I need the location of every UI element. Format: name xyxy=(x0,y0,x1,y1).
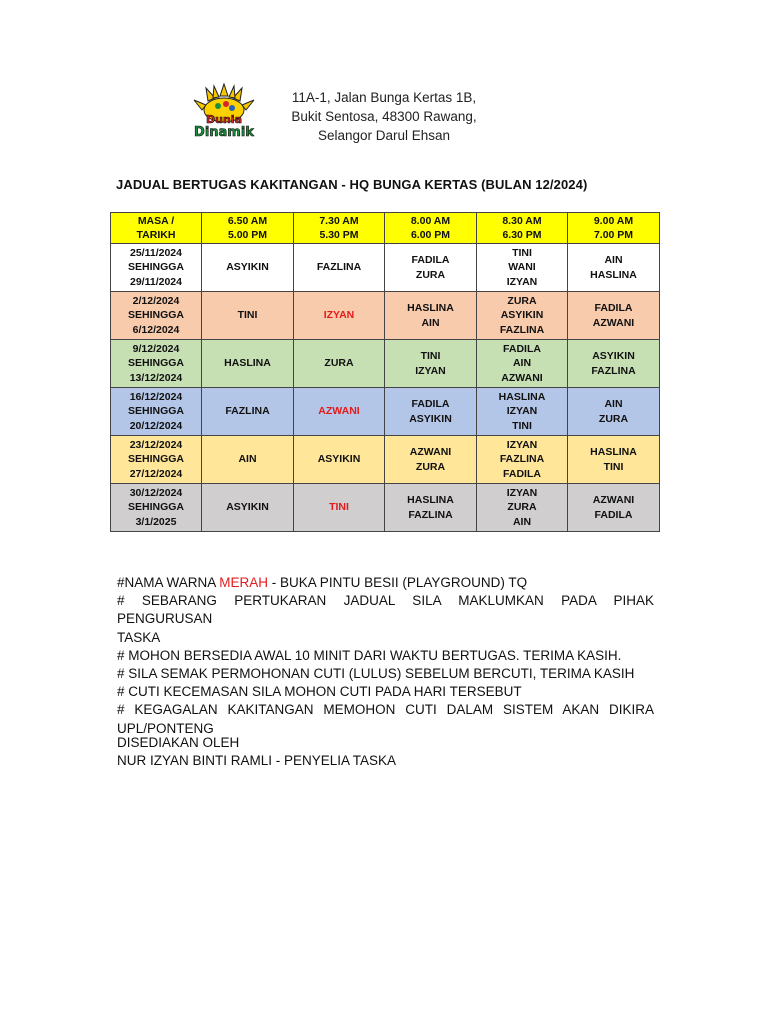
date-cell xyxy=(111,388,202,436)
staff-name-red: IZYAN xyxy=(323,309,355,322)
header-line: 7.00 PM xyxy=(593,229,634,241)
staff-name: FADILA xyxy=(411,254,450,266)
table-row xyxy=(111,436,660,484)
date-cell xyxy=(111,484,202,532)
staff-name-red: AZWANI xyxy=(318,405,360,418)
staff-name: ASYIKIN xyxy=(226,261,269,274)
shift-cell xyxy=(385,388,477,436)
shift-cell xyxy=(568,388,660,436)
header-line: 5.00 PM xyxy=(227,229,268,241)
note-emergency-leave: # CUTI KECEMASAN SILA MOHON CUTI PADA HARI TERSEBUT xyxy=(117,684,522,700)
staff-name: FAZLINA xyxy=(591,364,636,377)
header-line: 5.30 PM xyxy=(319,229,359,241)
prepared-by-section xyxy=(117,734,396,770)
date-cell xyxy=(111,340,202,388)
staff-name: IZYAN xyxy=(506,405,538,418)
staff-name: FADILA xyxy=(594,302,633,314)
staff-name: FADILA xyxy=(594,508,633,521)
shift-cell xyxy=(294,340,385,388)
shift-cell xyxy=(202,484,294,532)
header-line: 6.50 AM xyxy=(227,214,268,227)
staff-name: IZYAN xyxy=(506,275,538,288)
table-header-row xyxy=(111,213,660,244)
header-line: 7.30 AM xyxy=(319,214,359,227)
shift-cell xyxy=(202,244,294,292)
prepared-by-label: DISEDIAKAN OLEH xyxy=(117,735,240,750)
header-line: MASA / xyxy=(137,214,175,227)
staff-name: AIN xyxy=(604,254,623,266)
note-failure-line-1: # KEGAGALAN KAKITANGAN MEMOHON CUTI DALAM SISTEM AKAN DIKIRA xyxy=(117,702,654,718)
staff-name: ZURA xyxy=(415,460,446,473)
staff-name: FAZLINA xyxy=(499,453,545,466)
sun-logo-icon xyxy=(188,82,260,140)
address-line-2: Bukit Sentosa, 48300 Rawang, xyxy=(291,109,477,124)
staff-name: FAZLINA xyxy=(316,261,362,274)
staff-name: WANI xyxy=(508,261,536,274)
note-red-names xyxy=(117,574,654,592)
staff-name: AIN xyxy=(238,453,257,466)
date-line: 30/12/2024 xyxy=(129,486,183,499)
header-shift-1 xyxy=(202,213,294,244)
date-line: 13/12/2024 xyxy=(129,371,183,384)
header-shift-3 xyxy=(385,213,477,244)
staff-name: AIN xyxy=(421,316,440,329)
header-line: 6.30 PM xyxy=(502,229,542,241)
shift-cell xyxy=(202,436,294,484)
shift-cell xyxy=(477,388,568,436)
document-title: JADUAL BERTUGAS KAKITANGAN - HQ BUNGA KERTAS (BULAN 12/2024) xyxy=(116,177,588,192)
staff-name: FAZLINA xyxy=(408,508,453,521)
staff-name: TINI xyxy=(237,309,258,322)
address-block xyxy=(270,88,498,145)
date-line: 25/11/2024 xyxy=(130,246,182,259)
note-text: #NAMA WARNA xyxy=(117,575,220,590)
staff-name: AZWANI xyxy=(501,371,543,384)
staff-name: AZWANI xyxy=(592,316,635,329)
staff-name: ASYIKIN xyxy=(592,350,635,362)
staff-name: AIN xyxy=(512,515,532,528)
address-line-3: Selangor Darul Ehsan xyxy=(317,128,451,143)
header-line: 6.00 PM xyxy=(410,229,451,241)
note-red-word: MERAH xyxy=(219,575,269,590)
staff-name: IZYAN xyxy=(506,438,538,451)
date-line: SEHINGGA xyxy=(127,453,184,466)
table-row xyxy=(111,340,660,388)
date-line: SEHINGGA xyxy=(127,261,184,274)
table-row xyxy=(111,484,660,532)
shift-cell xyxy=(385,244,477,292)
note-failure-line-2: UPL/PONTENG xyxy=(117,720,214,736)
staff-name: HASLINA xyxy=(590,446,637,458)
dunia-dinamik-logo xyxy=(188,82,260,140)
header-line: 8.00 AM xyxy=(410,214,451,227)
staff-name: TINI xyxy=(512,246,532,259)
prepared-by-name: NUR IZYAN BINTI RAMLI - PENYELIA TASKA xyxy=(117,753,397,769)
staff-name: HASLINA xyxy=(224,357,271,370)
staff-name: AIN xyxy=(512,357,532,370)
duty-roster-table xyxy=(110,212,660,532)
shift-cell xyxy=(477,436,568,484)
shift-cell xyxy=(477,244,568,292)
shift-cell xyxy=(294,436,385,484)
svg-text:Dunia: Dunia xyxy=(206,113,242,126)
date-line: SEHINGGA xyxy=(127,309,184,322)
staff-name: HASLINA xyxy=(498,390,546,403)
staff-name: TINI xyxy=(603,460,624,473)
date-line: 20/12/2024 xyxy=(129,419,183,432)
shift-cell xyxy=(202,292,294,340)
note-schedule-change-line-1: # SEBARANG PERTUKARAN JADUAL SILA MAKLUMKAN PADA PIHAK PENGURUSAN xyxy=(117,593,654,627)
shift-cell xyxy=(477,484,568,532)
staff-name: HASLINA xyxy=(590,268,637,281)
shift-cell xyxy=(385,292,477,340)
date-line: 23/12/2024 xyxy=(129,438,183,451)
staff-name: AZWANI xyxy=(592,494,635,506)
svg-text:Dinamik: Dinamik xyxy=(194,125,254,140)
shift-cell xyxy=(385,340,477,388)
staff-name: TINI xyxy=(512,419,532,432)
date-line: 9/12/2024 xyxy=(132,342,180,355)
staff-name-red: TINI xyxy=(329,501,349,514)
staff-name: HASLINA xyxy=(407,494,454,506)
shift-cell xyxy=(568,484,660,532)
staff-name: TINI xyxy=(420,350,441,362)
staff-name: FAZLINA xyxy=(499,323,545,336)
staff-name: FADILA xyxy=(503,342,541,355)
note-text: - BUKA PINTU BESII (PLAYGROUND) TQ xyxy=(268,575,528,590)
staff-name: ZURA xyxy=(507,294,537,307)
staff-name: AIN xyxy=(604,398,623,410)
staff-name: ZURA xyxy=(507,501,537,514)
shift-cell xyxy=(294,244,385,292)
staff-name: ASYIKIN xyxy=(409,412,452,425)
shift-cell xyxy=(294,484,385,532)
header-line: 8.30 AM xyxy=(502,214,542,227)
staff-name: AZWANI xyxy=(409,446,452,458)
header-shift-5 xyxy=(568,213,660,244)
address-line-1: 11A-1, Jalan Bunga Kertas 1B, xyxy=(291,90,477,105)
staff-name: FADILA xyxy=(411,398,450,410)
shift-cell xyxy=(202,388,294,436)
staff-name: ZURA xyxy=(415,268,446,281)
notes-section xyxy=(117,574,654,738)
shift-cell xyxy=(568,244,660,292)
staff-name: ASYIKIN xyxy=(226,501,269,514)
date-line: 16/12/2024 xyxy=(129,390,183,403)
date-line: SEHINGGA xyxy=(127,357,184,370)
staff-name: HASLINA xyxy=(407,302,454,314)
shift-cell xyxy=(294,292,385,340)
date-line: 2/12/2024 xyxy=(132,294,180,307)
staff-name: IZYAN xyxy=(415,364,446,377)
staff-name: ZURA xyxy=(324,357,354,370)
header-masa-tarikh xyxy=(111,213,202,244)
staff-name: ZURA xyxy=(598,412,629,425)
shift-cell xyxy=(385,436,477,484)
staff-name: ASYIKIN xyxy=(317,453,361,466)
date-line: 29/11/2024 xyxy=(130,275,182,288)
note-arrive-early: # MOHON BERSEDIA AWAL 10 MINIT DARI WAKTU BERTUGAS. TERIMA KASIH. xyxy=(117,647,622,663)
header-line: TARIKH xyxy=(136,229,176,241)
header-shift-4 xyxy=(477,213,568,244)
shift-cell xyxy=(568,292,660,340)
note-check-leave: # SILA SEMAK PERMOHONAN CUTI (LULUS) SEBELUM BERCUTI, TERIMA KASIH xyxy=(117,666,635,682)
shift-cell xyxy=(202,340,294,388)
table-row xyxy=(111,292,660,340)
date-cell xyxy=(111,292,202,340)
date-cell xyxy=(111,436,202,484)
shift-cell xyxy=(568,340,660,388)
shift-cell xyxy=(385,484,477,532)
date-line: 27/12/2024 xyxy=(129,467,183,480)
note-schedule-change-line-2: TASKA xyxy=(117,629,161,645)
staff-name: IZYAN xyxy=(506,486,538,499)
staff-name: FAZLINA xyxy=(225,405,270,418)
staff-name: FADILA xyxy=(503,467,541,480)
header-shift-2 xyxy=(294,213,385,244)
date-cell xyxy=(111,244,202,292)
date-line: SEHINGGA xyxy=(127,405,184,418)
date-line: 3/1/2025 xyxy=(135,515,177,528)
shift-cell xyxy=(568,436,660,484)
shift-cell xyxy=(477,292,568,340)
date-line: 6/12/2024 xyxy=(132,323,180,336)
date-line: SEHINGGA xyxy=(127,501,184,514)
shift-cell xyxy=(294,388,385,436)
table-row xyxy=(111,244,660,292)
staff-name: ASYIKIN xyxy=(500,309,544,322)
header-line: 9.00 AM xyxy=(593,214,634,227)
table-row xyxy=(111,388,660,436)
shift-cell xyxy=(477,340,568,388)
